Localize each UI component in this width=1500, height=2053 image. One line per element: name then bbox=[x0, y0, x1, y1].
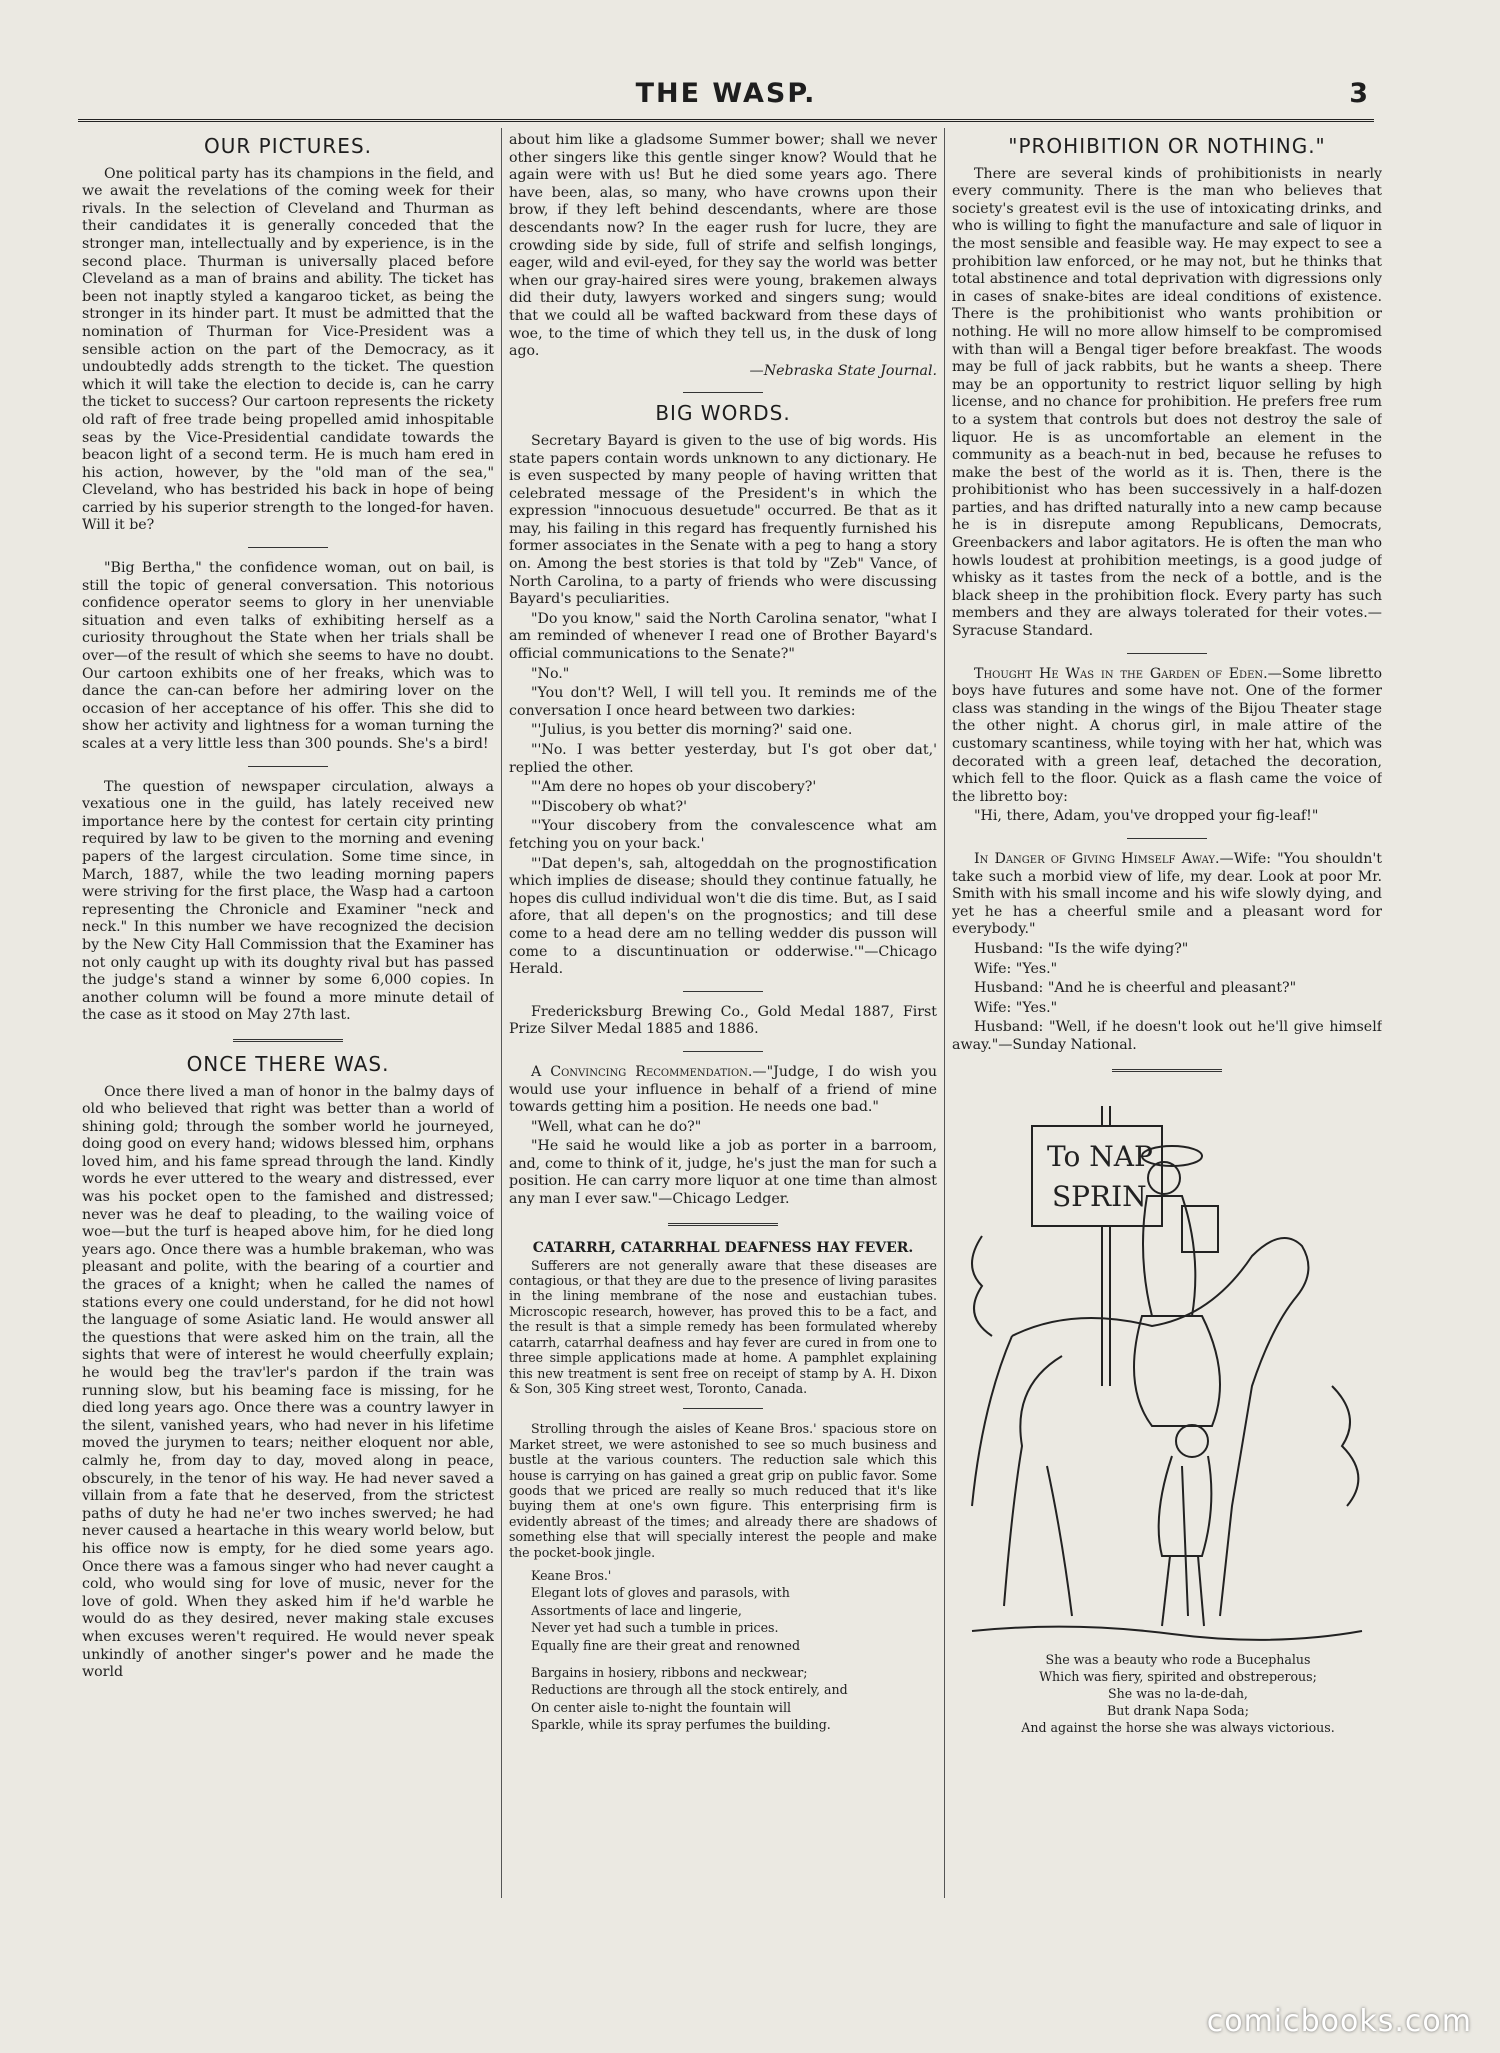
caption-line: But drank Napa Soda; bbox=[1107, 1702, 1249, 1718]
lead-in: In Danger of Giving Himself Away. bbox=[974, 850, 1220, 867]
paragraph: "Big Bertha," the confidence woman, out on bail, is still the topic of general conversation. This notorious confidence operator seems to glory in her unenviable situation and even talks of exhibiting herself as a curiosity throughout the State when her trials shall be over—of the result of which she seems to have no doubt. Our cartoon exhibits one of her freaks, which was to dance the can-can before her admiring lover on the occasion of her acceptance of his offer. This she did to show her activity and lightness for a woman turning the scales at a very little less than 300 pounds. She's a bird! bbox=[82, 560, 494, 752]
separator bbox=[233, 1039, 343, 1042]
column-2 bbox=[509, 132, 937, 1892]
paragraph: The question of newspaper circulation, always a vexatious one in the guild, has lately received new importance here by the contest for certain city printing required by law to be given to the morning and evening papers of the largest circulation. Some time since, in March, 1887, while the two leading morning papers were striving for the first place, the Wasp had a cartoon representing the Chronicle and Examiner "neck and neck." In this number we have recognized the decision by the New City Hall Commission that the Examiner has not only caught up with its doughty rival but has passed the judge's stand a winner by some 6,000 copies. In another column will be found a more minute detail of the case as it stood on May 27th last. bbox=[82, 778, 494, 1024]
column-rule bbox=[501, 128, 502, 1898]
caption-line: Which was fiery, spirited and obstreperous; bbox=[1039, 1668, 1317, 1684]
separator bbox=[1127, 653, 1207, 654]
paragraph: Husband: "And he is cheerful and pleasant?" bbox=[974, 980, 1297, 997]
horse-tail bbox=[972, 1336, 1012, 1506]
cartoon-drawing bbox=[952, 1086, 1382, 1646]
paragraph: Once there lived a man of honor in the balmy days of old who believed that right was better than a world of shining gold; through the somber world he journeyed, doing good on every hand; widows blessed him, orphans loved him, and his fame spread through the land. Kindly words he ever uttered to the weary and distressed, ever was his pocket open to the famished and distressed; never was he deaf to pleading, to the wailing voice of woe—but the turf is heaped above him, for he died long years ago. Once there was a humble brakeman, who was pleasant and polite, with the bearing of a courtier and the graces of a knight; when he called the names of stations every one could understand, for he did not howl the language of some Asiatic land. He would answer all the questions that were asked him on the train, all the sights that were of interest he would cheerfully explain; he would beg the trav'ler's pardon if the train was running slow, but his beaming face is missing, for he died long years ago. Once there was a country lawyer in the silent, vanished years, who had never in his lifetime moved the jurymen to tears; neither eloquent nor able, calmly he, from day to day, moved along in peace, obscurely, in the tenor of his way. He had never saved a villain from a fate that he deserved, from the strictest paths of duty he had ne'er two inches swerved; he had never caused a heartache in this weary world below, but his office now is empty, for he died some years ago. Once there was a famous singer who had never caught a cold, who would sing for love of music, never for the love of gold. When they asked him if he'd warble he would do as they desired, never making stale excuses when excuses weren't required. He would never speak unkindly of another singer's power and he made the world bbox=[82, 1083, 494, 1681]
verse-line: Bargains in hosiery, ribbons and neckwear; bbox=[531, 1665, 808, 1680]
page-number: 3 bbox=[1349, 78, 1368, 109]
heading-our-pictures: OUR PICTURES. bbox=[204, 134, 372, 158]
paragraph: "Hi, there, Adam, you've dropped your fig-leaf!" bbox=[974, 808, 1319, 825]
ad-title: CATARRH, CATARRHAL DEAFNESS HAY FEVER. bbox=[532, 1239, 914, 1256]
cartoon-caption bbox=[952, 1652, 1382, 1735]
bushes bbox=[972, 1236, 1358, 1506]
paragraph: Husband: "Well, if he doesn't look out he'll give himself away."—Sunday National. bbox=[952, 1019, 1382, 1053]
heading-big-words: BIG WORDS. bbox=[655, 401, 791, 426]
verse-line: Assortments of lace and lingerie, bbox=[531, 1602, 742, 1618]
lead-in: Thought He Was in the Garden of Eden. bbox=[974, 665, 1268, 682]
separator bbox=[683, 392, 763, 393]
heading-once-there-was: ONCE THERE WAS. bbox=[186, 1051, 390, 1076]
heading-prohibition: "PROHIBITION OR NOTHING." bbox=[1008, 134, 1326, 158]
paragraph-text: —"Judge, I do wish you would use your influence in behalf of a friend of mine towards getting him a position. He needs one bad." bbox=[509, 1063, 937, 1116]
paragraph: "'Am dere no hopes ob your discobery?' bbox=[531, 779, 817, 796]
sign-text-line1: To NAP bbox=[1047, 1139, 1153, 1173]
paragraph bbox=[952, 851, 1382, 939]
caption-line: And against the horse she was always victorious. bbox=[1021, 1719, 1335, 1735]
paragraph: "'Julius, is you better dis morning?' said one. bbox=[531, 722, 853, 739]
paragraph: "Well, what can he do?" bbox=[531, 1118, 702, 1135]
lead-in: A Convincing Recommendation. bbox=[531, 1063, 753, 1080]
separator bbox=[248, 766, 328, 767]
separator bbox=[683, 1408, 763, 1409]
paragraph-text: —Some libretto boys have futures and some have not. One of the former class was standing in the wings of the Bijou Theater stage the other night. A chorus girl, in male attire of the customary scantiness, while toying with her hat, which was decorated with a green leaf, detached the decoration, which fell to the floor. Quick as a flash came the voice of the libretto boy: bbox=[952, 665, 1382, 805]
paragraph: Husband: "Is the wife dying?" bbox=[974, 940, 1189, 957]
separator bbox=[248, 547, 328, 548]
verse-line: Elegant lots of gloves and parasols, with bbox=[531, 1585, 790, 1601]
cartoon-illustration bbox=[952, 1086, 1382, 1646]
watermark-logo: comicbooks.com bbox=[1206, 2004, 1472, 2039]
verse-line bbox=[509, 1655, 937, 1663]
paragraph: "Do you know," said the North Carolina senator, "what I am reminded of whenever I read one of Brother Bayard's official communications to the Senate?" bbox=[509, 610, 937, 663]
paragraph: Wife: "Yes." bbox=[974, 960, 1058, 977]
separator bbox=[683, 991, 763, 992]
masthead bbox=[78, 74, 1374, 110]
sign-text-line2: SPRIN bbox=[1052, 1179, 1147, 1213]
paragraph: "He said he would like a job as porter in a barroom, and, come to think of it, judge, he's just the man for such a position. He can carry more liquor at one time than almost any man I ever saw."—Chicago Ledger. bbox=[509, 1138, 937, 1208]
verse-line: Sparkle, while its spray perfumes the building. bbox=[531, 1717, 831, 1733]
column-3 bbox=[952, 132, 1382, 1892]
source-credit: —Nebraska State Journal. bbox=[749, 362, 937, 379]
verse-line: Never yet had such a tumble in prices. bbox=[531, 1620, 779, 1636]
verse-line: Reductions are through all the stock entirely, and bbox=[531, 1682, 848, 1698]
paragraph: Wife: "Yes." bbox=[974, 999, 1058, 1016]
paragraph bbox=[509, 1064, 937, 1117]
verse-line: Equally fine are their great and renowned bbox=[531, 1637, 801, 1653]
paragraph: Fredericksburg Brewing Co., Gold Medal 1887, First Prize Silver Medal 1885 and 1886. bbox=[509, 1003, 937, 1038]
paragraph: "No." bbox=[531, 665, 570, 682]
paragraph: One political party has its champions in the field, and we await the revelations of the coming week for their rivals. In the selection of Cleveland and Thurman as their candidates it is generally conceded that the stronger man, intellectually and by experience, is in the second place. Thurman is universally placed before Cleveland as a man of brains and ability. The ticket has been not inaptly styled a kangaroo ticket, as being the stronger in its hinder part. It must be admitted that the nomination of Thurman for Vice-President was a sensible action on the part of the Democracy, as it undoubtedly adds strength to the ticket. The question which it will take the election to decide is, can he carry the ticket to success? Our cartoon represents the rickety old raft of free trade being propelled amid inhospitable seas by the Vice-Presidential candidate towards the beacon light of a second term. He is much ham ered in his action, however, by the "old man of the sea," Cleveland, who has bestrided his back in hope of being carried by his superior strength to the longed-for haven. Will it be? bbox=[82, 165, 494, 534]
paragraph: "'No. I was better yesterday, but I's got ober dat,' replied the other. bbox=[509, 742, 937, 776]
caption-line: She was no la-de-dah, bbox=[1108, 1685, 1248, 1701]
ad-body: Sufferers are not generally aware that these diseases are contagious, or that they are due to the presence of living parasites in the lining membrane of the nose and eustachian tubes. Microscopic research, however, has proved this to be a fact, and the result is that a simple remedy has been formulated whereby catarrh, catarrhal deafness and hay fever are cured in from one to three simple applications made at home. A pamphlet explaining this new treatment is sent free on receipt of stamp by A. H. Dixon & Son, 305 King street west, Toronto, Canada. bbox=[509, 1257, 937, 1396]
paragraph: "'Dat depen's, sah, altogeddah on the prognostification which implies de disease; should they continue fatually, he hopes dis cullud individual won't die dis time. But, as I said afore, that all depen's on the prognostics; and till dese come to a head dere am no telling wedder dis pusson will come to a discuntinuation or odderwise.'"—Chicago Herald. bbox=[509, 855, 937, 978]
column-rule bbox=[944, 128, 945, 1898]
paragraph: Secretary Bayard is given to the use of big words. His state papers contain words unknown to any dictionary. He is even suspected by many people of having written that celebrated message of the President's in which the expression "innocuous desuetude" occurred. Be that as it may, his failing in this regard has frequently furnished his former associates in the Senate with a peg to hang a story on. Among the best stories is that told by "Zeb" Vance, of North Carolina, to a party of friends who were discussing Bayard's peculiarities. bbox=[509, 432, 937, 608]
separator bbox=[1127, 838, 1207, 839]
verse-line: Keane Bros.' bbox=[531, 1567, 612, 1583]
paragraph: "'Your discobery from the convalescence what am fetching you on your back.' bbox=[509, 818, 937, 852]
caption-line: She was a beauty who rode a Bucephalus bbox=[1045, 1651, 1311, 1667]
rider-body bbox=[1143, 1196, 1195, 1316]
verse-block bbox=[509, 1568, 937, 1733]
separator bbox=[1112, 1069, 1222, 1072]
paragraph: about him like a gladsome Summer bower; shall we never other singers like this gentle singer know? Would that he again were with us! But he died some years ago. There have been, alas, so many, who have crowns upon their brow, if they left behind descendants, where are those descendants now? In the eager rush for lucre, they are crowding side by side, full of strife and selfish longings, eager, wild and evil-eyed, for they say the world was better when our gray-haired sires were young, brakemen always did their duty, lawyers worked and singers sung; would that we could all be wafted backward from these days of woe, to the time of which they tell us, in the dusk of long ago. bbox=[509, 132, 937, 360]
paragraph: "'Discobery ob what?' bbox=[531, 798, 687, 815]
man-head bbox=[1176, 1425, 1208, 1457]
separator bbox=[668, 1223, 778, 1226]
paragraph: "You don't? Well, I will tell you. It reminds me of the conversation I once heard between two darkies: bbox=[509, 685, 937, 719]
paragraph: Strolling through the aisles of Keane Bros.' spacious store on Market street, we were astonished to see so much business and bustle at the various counters. The reduction sale which this house is carrying on has gained a great grip on public favor. Some goods that we priced are really so much reduced that it's like buying them at one's own figure. This enterprising firm is evidently abreast of the times; and already there are shadows of something else that will specially interest the people and make the pocket-book jingle. bbox=[509, 1421, 937, 1560]
paragraph bbox=[952, 666, 1382, 807]
paragraph-text: —Wife: "You shouldn't take such a morbid view of life, my dear. Look at poor Mr. Smith with his small income and his wife slowly dying, and yet he has a cheerful smile and a pleasant word for everybody." bbox=[952, 850, 1382, 938]
masthead-rule bbox=[78, 119, 1374, 122]
verse-line: On center aisle to-night the fountain will bbox=[531, 1699, 792, 1715]
separator bbox=[683, 1051, 763, 1052]
ground-line bbox=[972, 1626, 1362, 1639]
masthead-title: THE WASP. bbox=[635, 78, 817, 109]
column-1 bbox=[82, 132, 494, 1892]
paragraph: There are several kinds of prohibitionists in nearly every community. There is the man who believes that society's greatest evil is the use of intoxicating drinks, and who is willing to fight the manufacture and sale of liquor in the most sensible and feasible way. He may expect to see a prohibition law enforced, or he may not, but he thinks that total abstinence and total deprivation with digressions only in cases of snake-bites are ideal conditions of existence. There is the prohibitionist who wants prohibition or nothing. He will no more allow himself to be compromised with than will a Bengal tiger before breakfast. The woods may be full of jack rabbits, but he wants a sheep. There may be an opportunity to restrict liquor selling by high license, and no chance for prohibition. He prefers free rum to a system that controls but does not destroy the sale of liquor. He is as uncomfortable an element in the community as a beach-nut in bed, because he refuses to make the best of the world as it is. Then, there is the prohibitionist who has been successively in a half-dozen parties, and has drifted naturally into a new camp because he is in disrepute among Republicans, Democrats, Greenbackers and labor agitators. He is often the man who howls loudest at prohibition meetings, is a good judge of whisky as it tastes from the neck of a bottle, and is the black sheep in the prohibition flock. Every party has such members and they are always tolerated for their votes.—Syracuse Standard. bbox=[952, 165, 1382, 640]
